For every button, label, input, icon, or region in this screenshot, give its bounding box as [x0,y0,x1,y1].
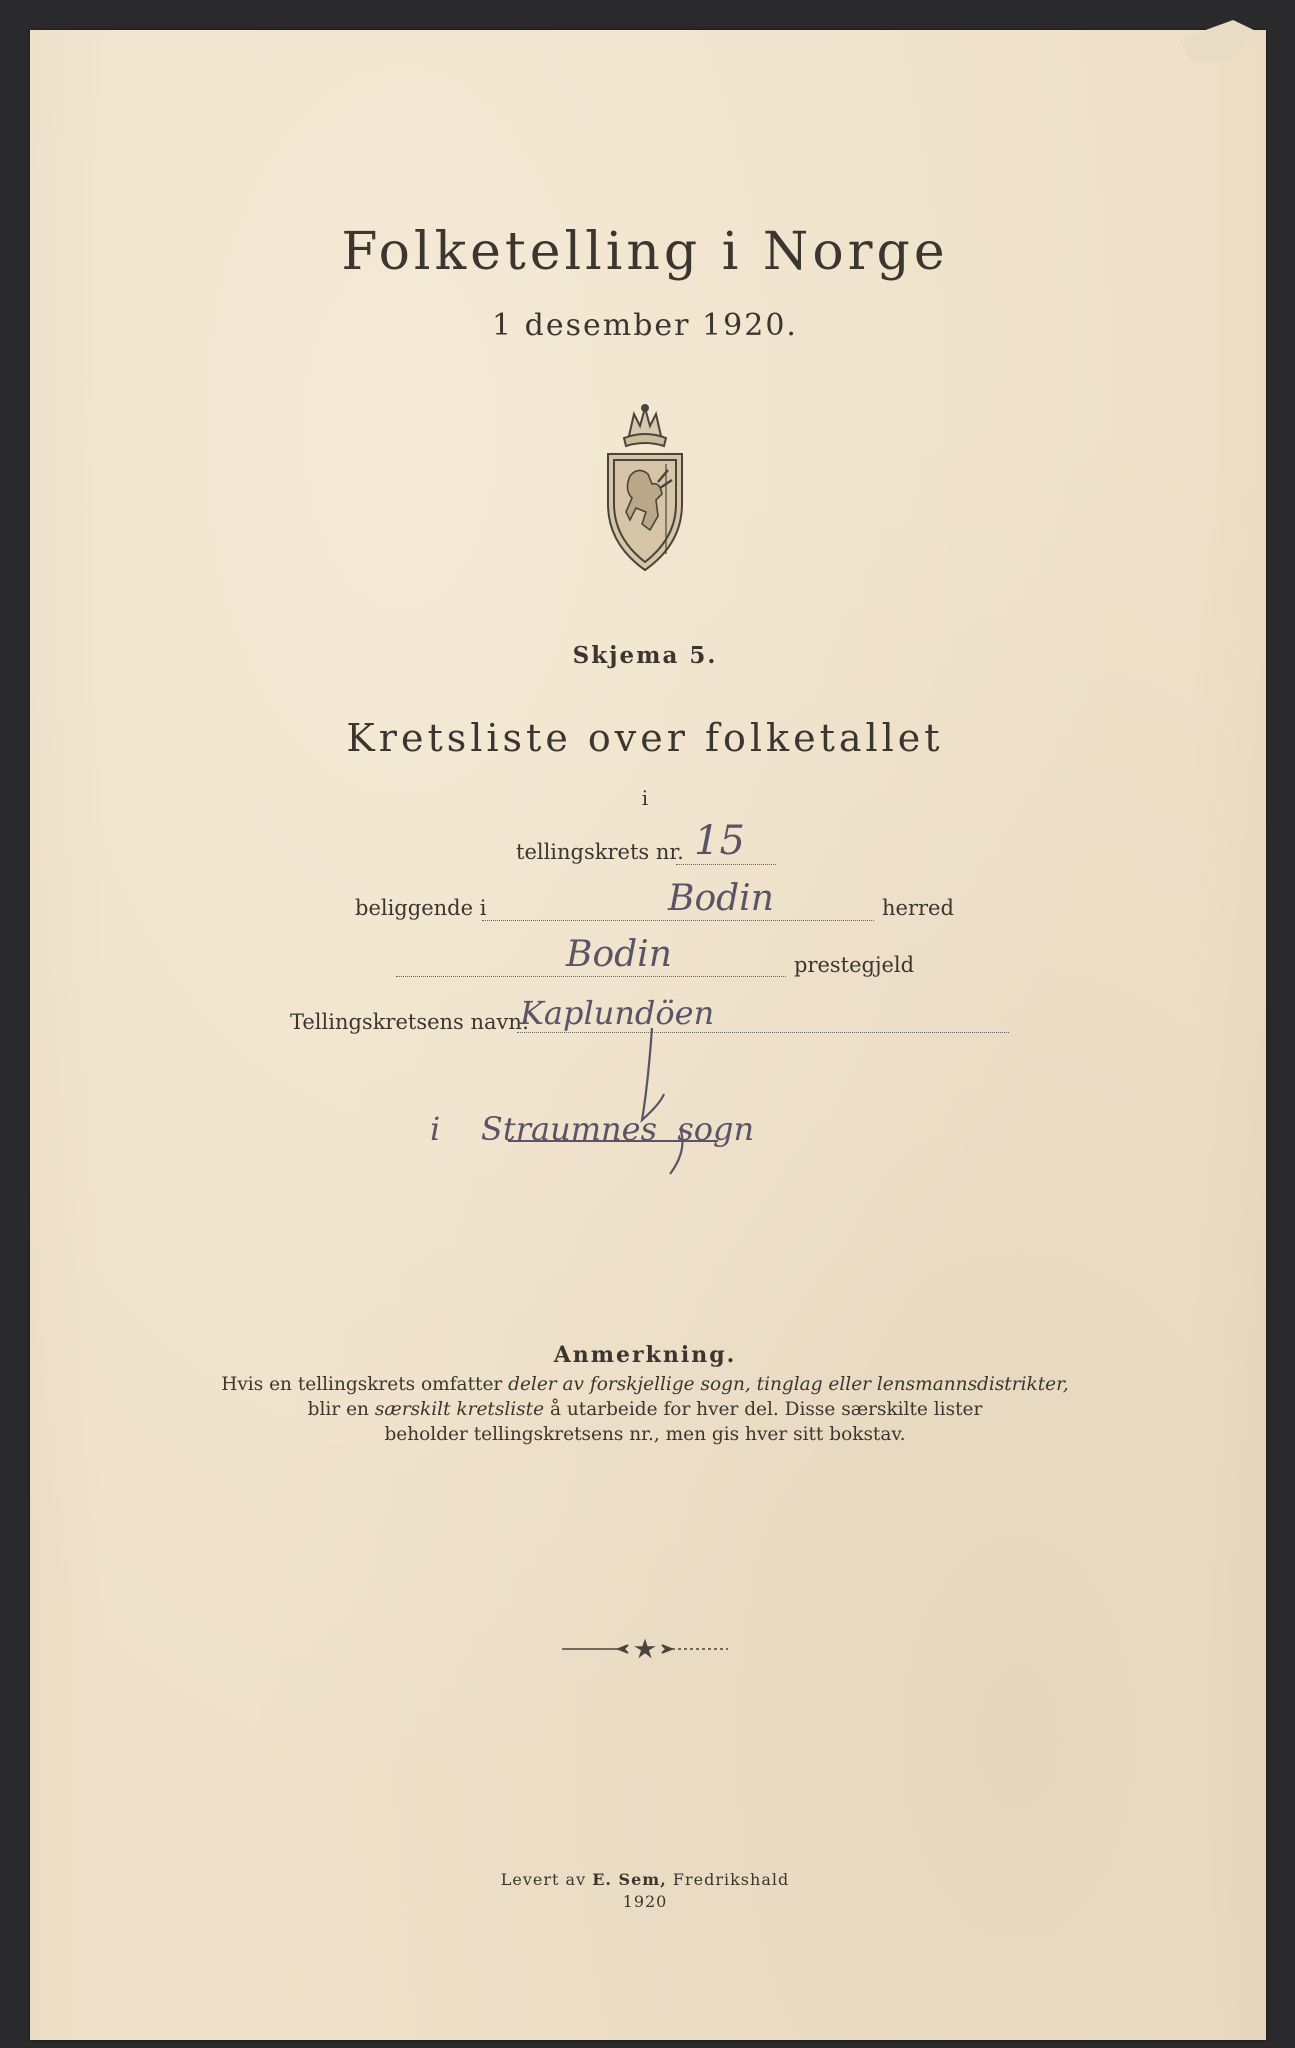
prestegjeld-label: prestegjeld [794,953,915,977]
remark-line-1-italic: deler av forskjellige sogn, tinglag eller lensmannsdistrikter, [508,1374,1069,1395]
remark-line-1-text: Hvis en tellingskrets omfatter [221,1374,509,1395]
krets-number-label: tellingskrets nr. [516,840,684,864]
herred-line [482,920,874,921]
sogn-name: Straumnes [480,1110,657,1148]
krets-name-value: Kaplundöen [520,994,715,1032]
conjunction-text: i [641,786,649,810]
remark-line-2-text-b: å utarbeide for hver del. Disse særskilte lister [544,1399,983,1420]
sogn-prefix: i [430,1110,441,1148]
beliggende-label: beliggende i [355,896,487,920]
herred-value: Bodin [668,878,774,919]
printer-year: 1920 [622,1892,668,1911]
document-title: Folketelling i Norge [341,222,949,282]
krets-number-line [676,864,776,865]
strike-underline [508,1140,718,1142]
remark-body [200,1372,1090,1447]
krets-name-label: Tellingskretsens navn: [290,1010,530,1034]
census-date: 1 desember 1920. [492,308,798,343]
handwritten-stroke [630,1024,720,1184]
norwegian-coat-of-arms-icon [596,404,694,574]
prestegjeld-value: Bodin [566,934,672,975]
list-title: Kretsliste over folketallet [346,716,944,760]
ornament-divider-icon [560,1638,730,1660]
remark-line-2-text-a: blir en [307,1399,375,1420]
herred-label: herred [882,896,954,920]
krets-name-line [517,1032,1009,1033]
printer-credit [400,1870,890,1889]
prestegjeld-line [396,976,786,977]
remark-heading: Anmerkning. [553,1342,737,1368]
printer-place: Fredrikshald [672,1870,790,1889]
krets-number-value: 15 [694,818,745,864]
sogn-suffix: sogn [677,1110,755,1148]
printer-prefix: Levert av [500,1870,587,1889]
remark-line-2 [200,1397,1090,1422]
printer-name: E. Sem, [592,1870,667,1889]
sogn-note [430,1110,754,1148]
schema-number: Skjema 5. [572,642,718,669]
remark-line-2-italic: særskilt kretsliste [374,1399,545,1420]
remark-line-3: beholder tellingskretsens nr., men gis hver sitt bokstav. [384,1424,906,1445]
remark-line-1 [200,1372,1090,1397]
